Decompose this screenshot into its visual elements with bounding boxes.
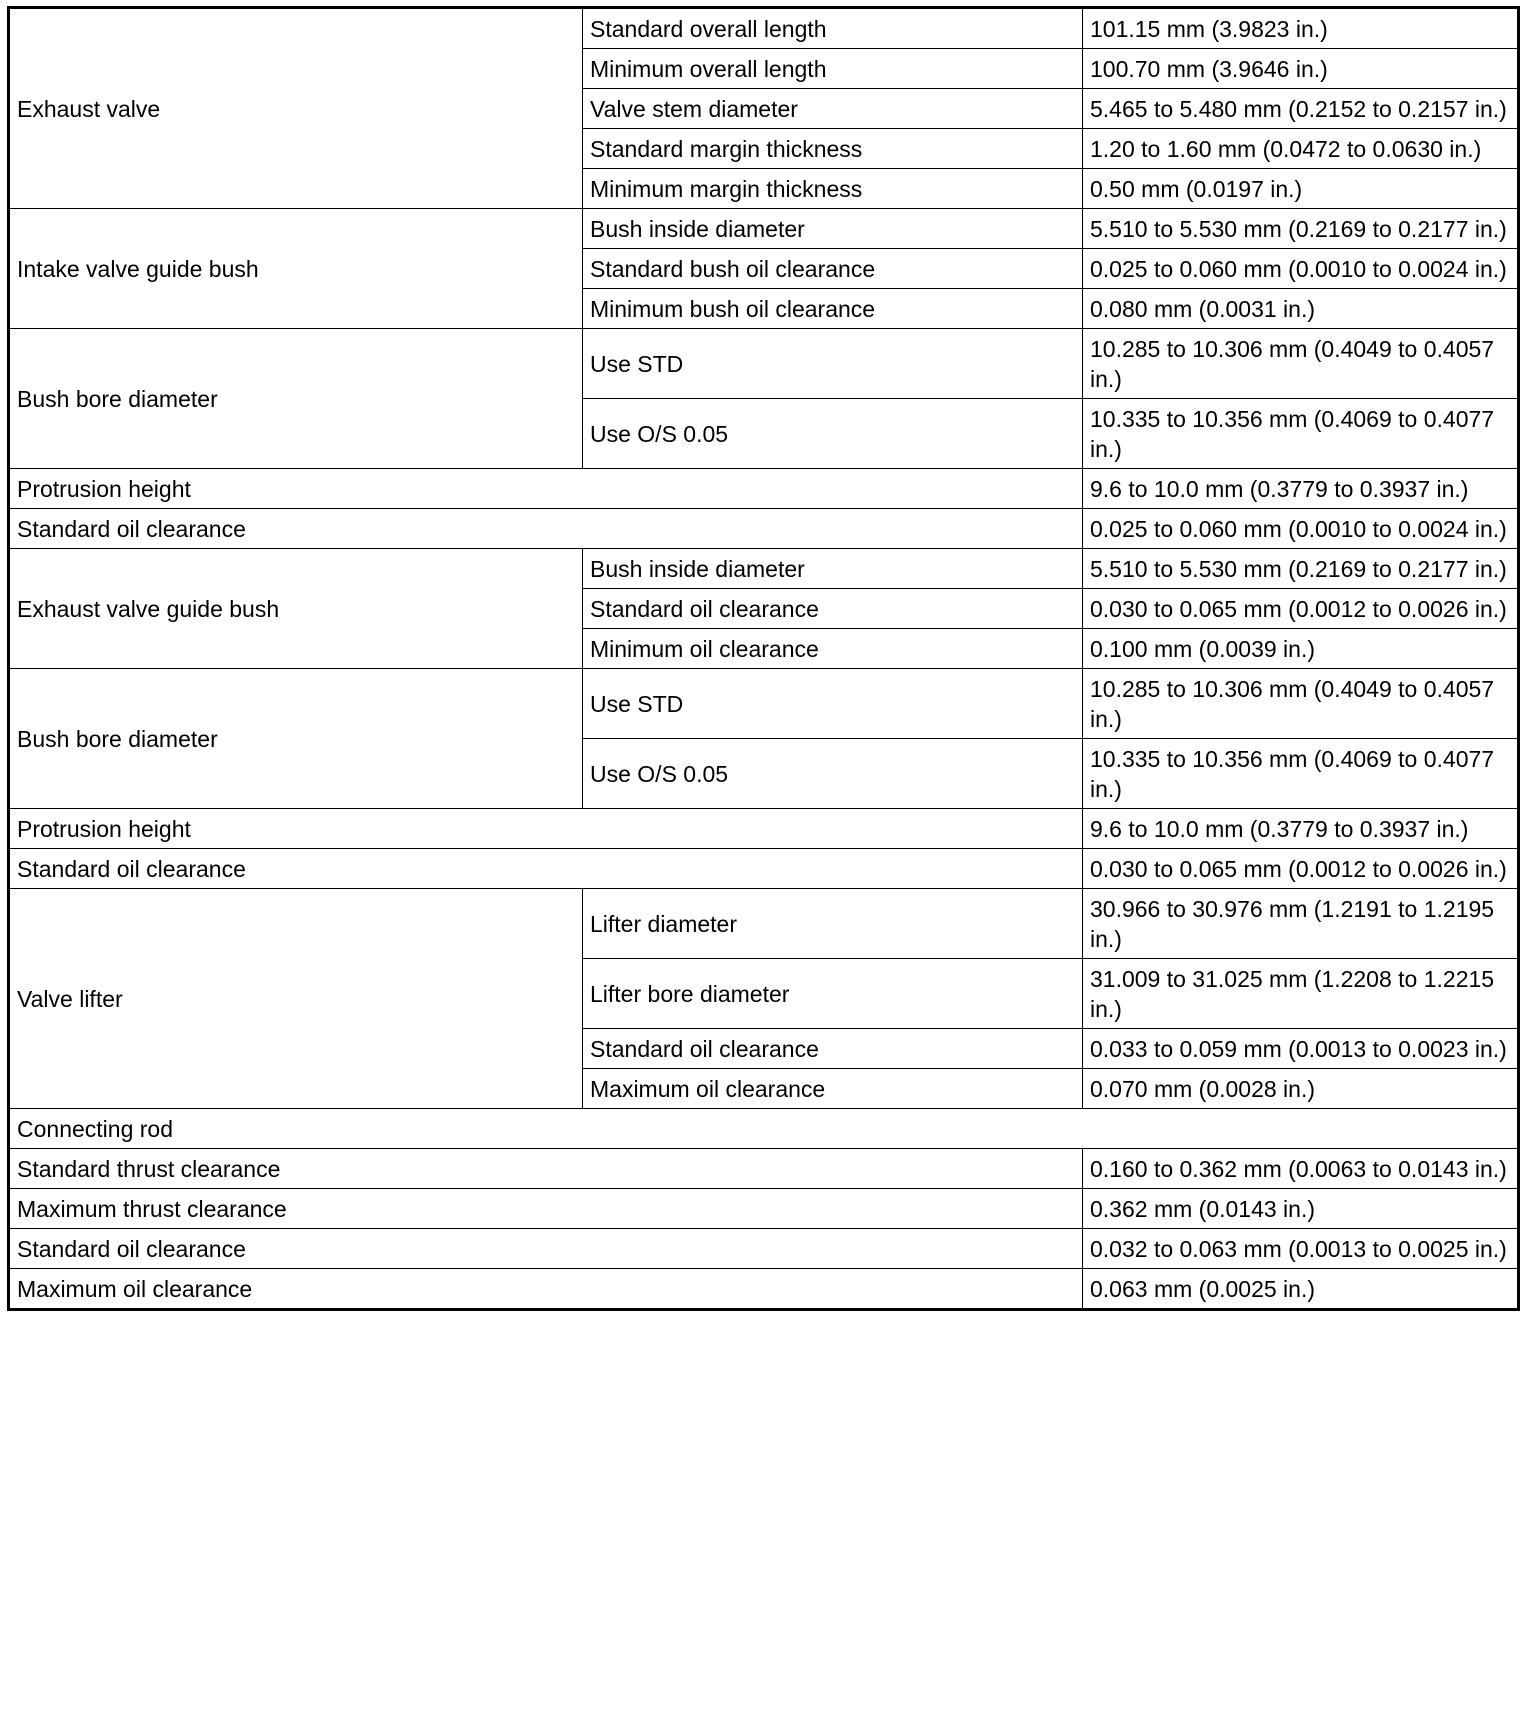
- spec-value: 10.335 to 10.356 mm (0.4069 to 0.4077 in.): [1083, 399, 1519, 469]
- spec-value: 10.285 to 10.306 mm (0.4049 to 0.4057 in.): [1083, 669, 1519, 739]
- spec-group: Valve lifter: [9, 889, 583, 1109]
- table-row: [9, 889, 1519, 959]
- table-row: [9, 1109, 1519, 1149]
- spec-sublabel: Lifter bore diameter: [583, 959, 1083, 1029]
- spec-value: 0.063 mm (0.0025 in.): [1083, 1269, 1519, 1310]
- spec-value: 0.080 mm (0.0031 in.): [1083, 289, 1519, 329]
- spec-value: 0.032 to 0.063 mm (0.0013 to 0.0025 in.): [1083, 1229, 1519, 1269]
- spec-sublabel: Standard bush oil clearance: [583, 249, 1083, 289]
- spec-value: 0.033 to 0.059 mm (0.0013 to 0.0023 in.): [1083, 1029, 1519, 1069]
- spec-table-body: [9, 8, 1519, 1310]
- table-row: [9, 1189, 1519, 1229]
- spec-sublabel: Minimum oil clearance: [583, 629, 1083, 669]
- spec-sublabel: Minimum bush oil clearance: [583, 289, 1083, 329]
- spec-label: Protrusion height: [9, 469, 1083, 509]
- spec-group: Bush bore diameter: [9, 669, 583, 809]
- spec-value: 0.100 mm (0.0039 in.): [1083, 629, 1519, 669]
- spec-label: Maximum oil clearance: [9, 1269, 1083, 1310]
- table-row: [9, 669, 1519, 739]
- spec-group: Exhaust valve: [9, 8, 583, 209]
- spec-sublabel: Bush inside diameter: [583, 209, 1083, 249]
- spec-sublabel: Standard margin thickness: [583, 129, 1083, 169]
- spec-value: 100.70 mm (3.9646 in.): [1083, 49, 1519, 89]
- spec-value: 101.15 mm (3.9823 in.): [1083, 8, 1519, 49]
- spec-value: 10.285 to 10.306 mm (0.4049 to 0.4057 in.): [1083, 329, 1519, 399]
- spec-sublabel: Use STD: [583, 329, 1083, 399]
- spec-sublabel: Use O/S 0.05: [583, 739, 1083, 809]
- spec-label: Standard oil clearance: [9, 849, 1083, 889]
- section-heading: Connecting rod: [9, 1109, 1519, 1149]
- spec-label: Maximum thrust clearance: [9, 1189, 1083, 1229]
- spec-label: Standard oil clearance: [9, 509, 1083, 549]
- spec-sublabel: Maximum oil clearance: [583, 1069, 1083, 1109]
- spec-value: 5.510 to 5.530 mm (0.2169 to 0.2177 in.): [1083, 549, 1519, 589]
- table-row: [9, 549, 1519, 589]
- table-row: [9, 1269, 1519, 1310]
- spec-value: 0.362 mm (0.0143 in.): [1083, 1189, 1519, 1229]
- spec-label: Standard oil clearance: [9, 1229, 1083, 1269]
- table-row: [9, 329, 1519, 399]
- spec-sublabel: Lifter diameter: [583, 889, 1083, 959]
- spec-label: Protrusion height: [9, 809, 1083, 849]
- spec-value: 9.6 to 10.0 mm (0.3779 to 0.3937 in.): [1083, 469, 1519, 509]
- spec-sublabel: Standard oil clearance: [583, 589, 1083, 629]
- spec-value: 5.465 to 5.480 mm (0.2152 to 0.2157 in.): [1083, 89, 1519, 129]
- table-row: [9, 1149, 1519, 1189]
- spec-sublabel: Minimum overall length: [583, 49, 1083, 89]
- spec-label: Standard thrust clearance: [9, 1149, 1083, 1189]
- table-row: [9, 469, 1519, 509]
- table-row: [9, 809, 1519, 849]
- spec-sublabel: Standard oil clearance: [583, 1029, 1083, 1069]
- spec-sublabel: Valve stem diameter: [583, 89, 1083, 129]
- spec-group: Exhaust valve guide bush: [9, 549, 583, 669]
- table-row: [9, 8, 1519, 49]
- spec-value: 0.025 to 0.060 mm (0.0010 to 0.0024 in.): [1083, 249, 1519, 289]
- spec-table: [7, 6, 1520, 1311]
- spec-value: 30.966 to 30.976 mm (1.2191 to 1.2195 in.): [1083, 889, 1519, 959]
- spec-sublabel: Bush inside diameter: [583, 549, 1083, 589]
- spec-group: Intake valve guide bush: [9, 209, 583, 329]
- spec-value: 1.20 to 1.60 mm (0.0472 to 0.0630 in.): [1083, 129, 1519, 169]
- spec-value: 0.160 to 0.362 mm (0.0063 to 0.0143 in.): [1083, 1149, 1519, 1189]
- spec-value: 0.030 to 0.065 mm (0.0012 to 0.0026 in.): [1083, 589, 1519, 629]
- table-row: [9, 509, 1519, 549]
- spec-sublabel: Standard overall length: [583, 8, 1083, 49]
- spec-value: 0.070 mm (0.0028 in.): [1083, 1069, 1519, 1109]
- table-row: [9, 849, 1519, 889]
- table-row: [9, 209, 1519, 249]
- spec-value: 10.335 to 10.356 mm (0.4069 to 0.4077 in.): [1083, 739, 1519, 809]
- spec-value: 0.50 mm (0.0197 in.): [1083, 169, 1519, 209]
- spec-sublabel: Use O/S 0.05: [583, 399, 1083, 469]
- table-row: [9, 1229, 1519, 1269]
- spec-value: 9.6 to 10.0 mm (0.3779 to 0.3937 in.): [1083, 809, 1519, 849]
- spec-value: 5.510 to 5.530 mm (0.2169 to 0.2177 in.): [1083, 209, 1519, 249]
- spec-sublabel: Use STD: [583, 669, 1083, 739]
- spec-group: Bush bore diameter: [9, 329, 583, 469]
- spec-sublabel: Minimum margin thickness: [583, 169, 1083, 209]
- spec-value: 0.030 to 0.065 mm (0.0012 to 0.0026 in.): [1083, 849, 1519, 889]
- spec-value: 31.009 to 31.025 mm (1.2208 to 1.2215 in.): [1083, 959, 1519, 1029]
- spec-value: 0.025 to 0.060 mm (0.0010 to 0.0024 in.): [1083, 509, 1519, 549]
